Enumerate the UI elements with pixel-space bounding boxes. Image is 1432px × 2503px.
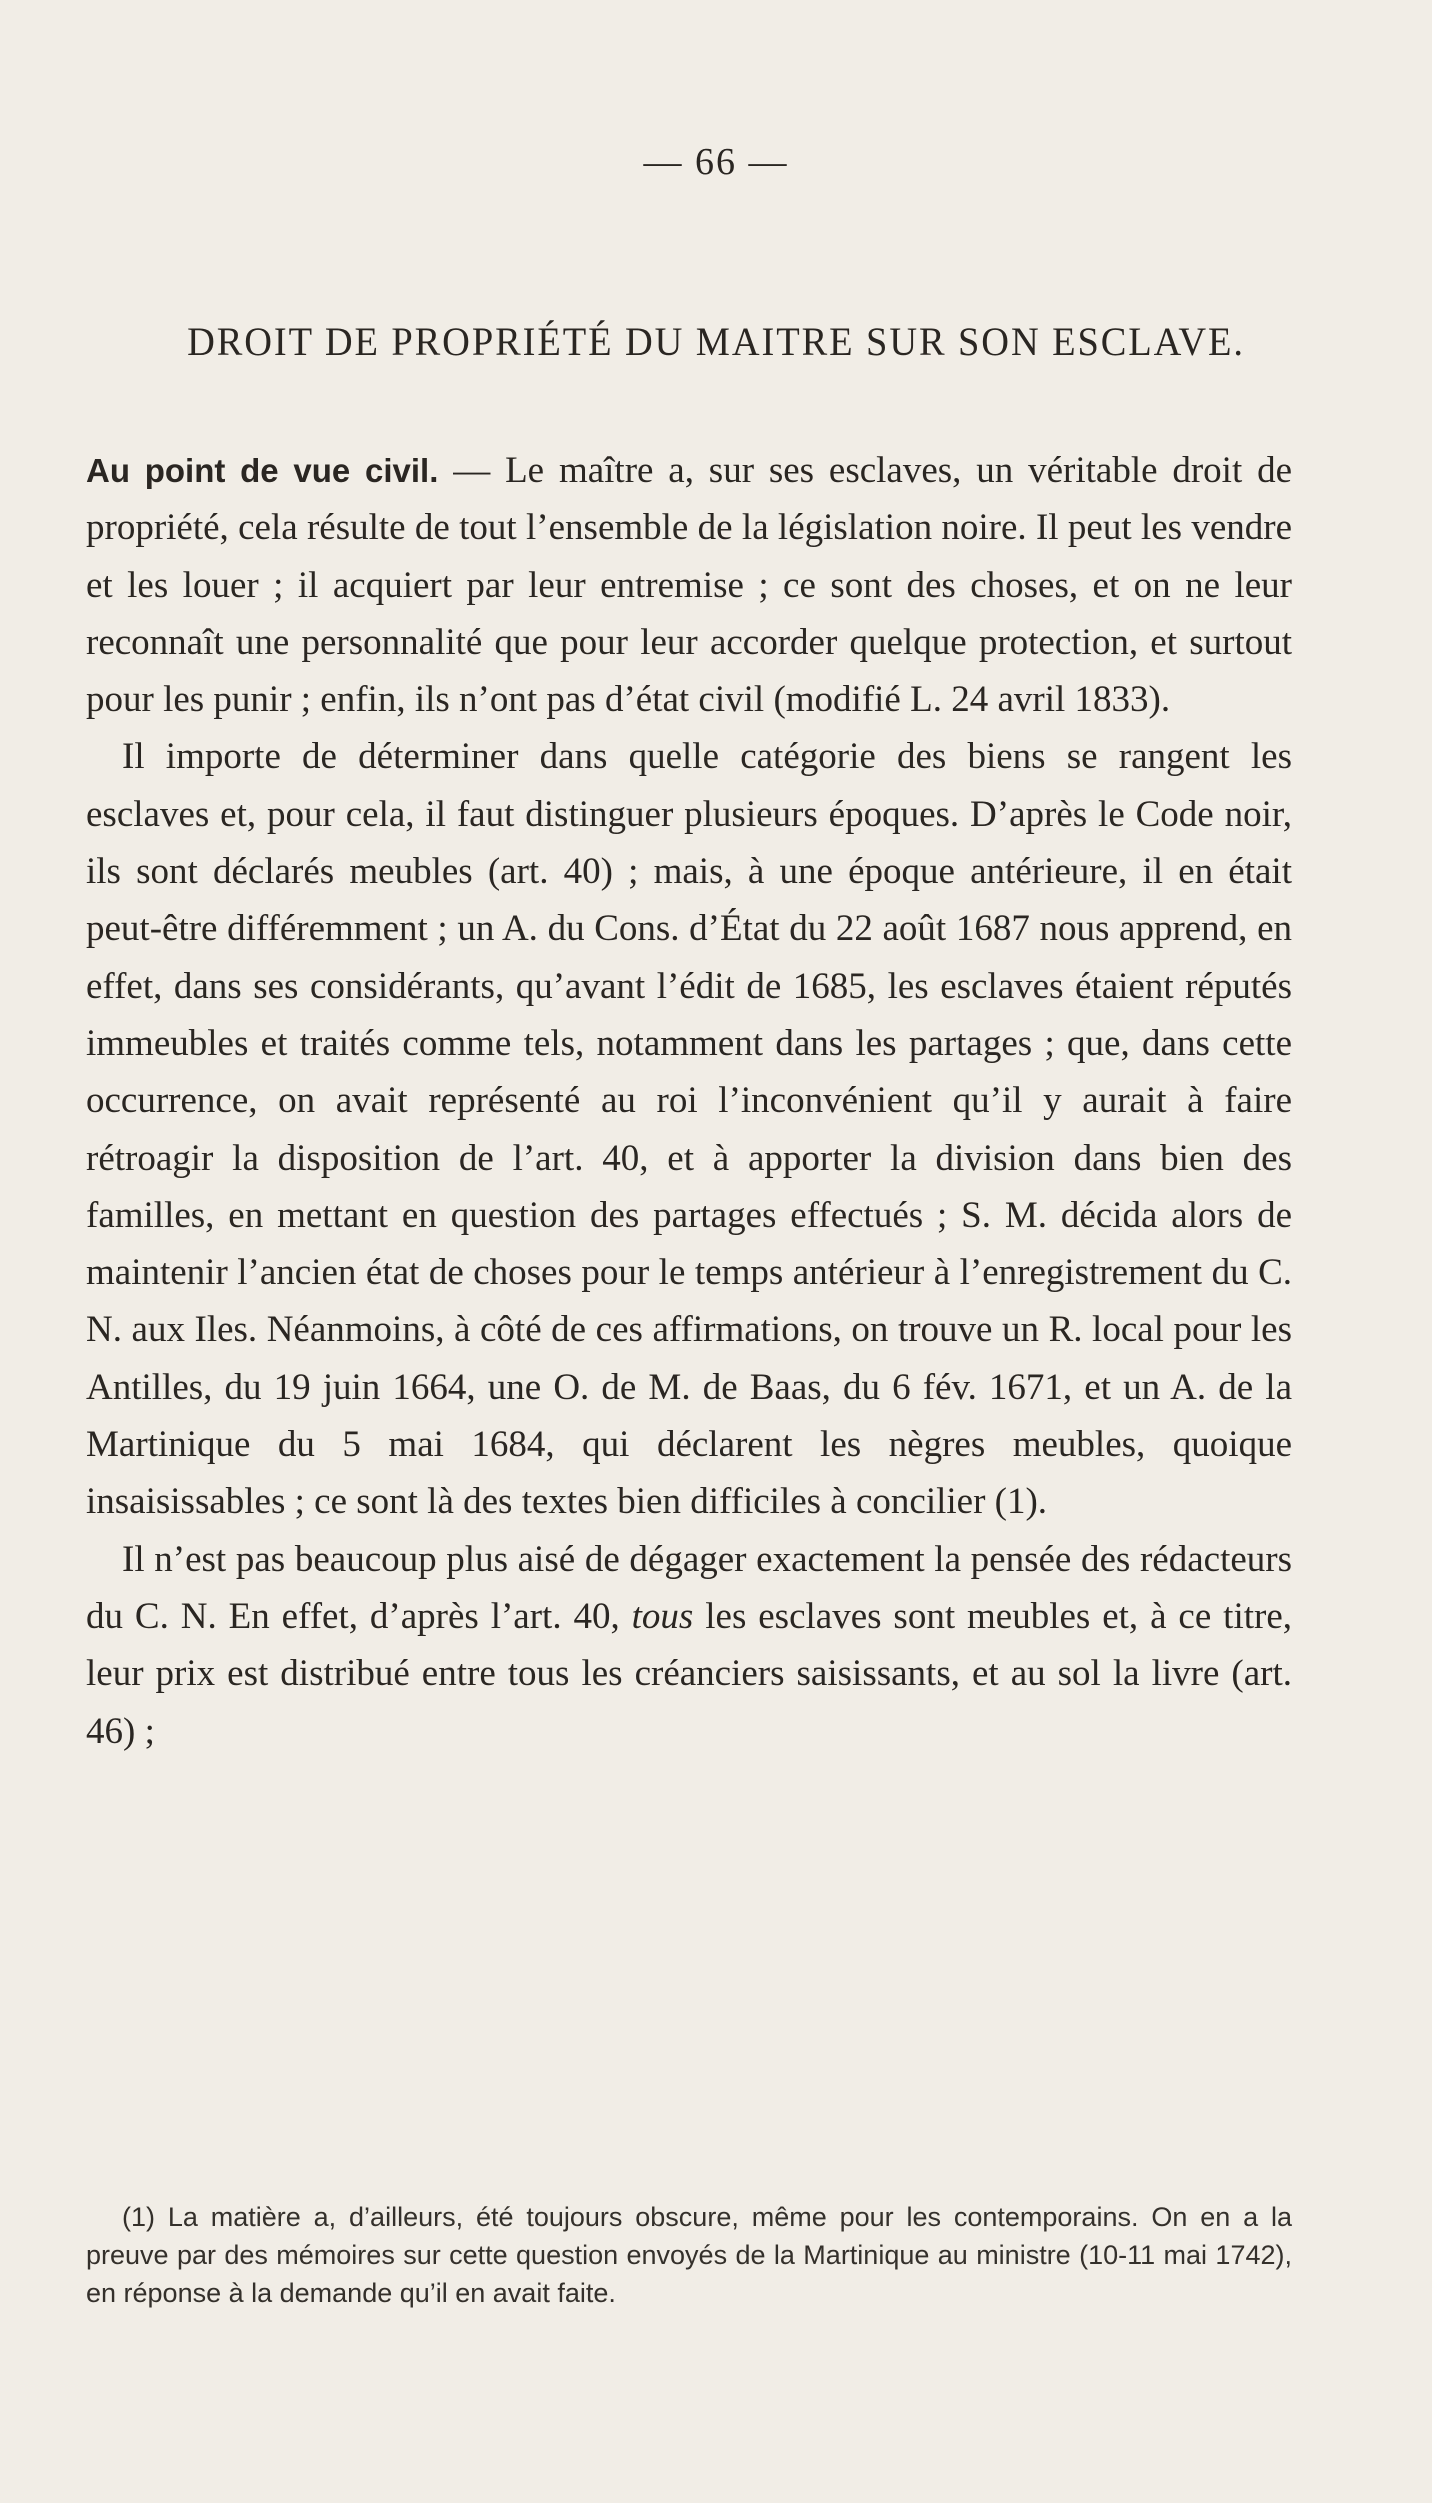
section-title: DROIT DE PROPRIÉTÉ DU MAITRE SUR SON ESCLAVE. bbox=[187, 319, 1245, 364]
paragraph-1-text: — Le maître a, sur ses esclaves, un véritable droit de propriété, cela résulte de tout l’ensemble de la législation noire. Il peut les vendre et les louer ; il acquiert par leur entremise ; ce sont des choses, et on ne leur reconnaît une personnalité que pour leur accorder quelque protection, et surtout pour les punir ; enfin, ils n’ont pas d’état civil (modifié L. 24 avril 1833). bbox=[86, 450, 1292, 721]
paragraph-2: Il importe de déterminer dans quelle catégorie des biens se rangent les esclaves et, pour cela, il faut distinguer plusieurs époques. D’après le Code noir, ils sont déclarés meubles (art. 40) ; mais, à une époque antérieure, il en était peut-être différemment ; un A. du Cons. d’État du 22 août 1687 nous apprend, en effet, dans ses considérants, qu’avant l’édit de 1685, les esclaves étaient réputés immeubles et traités comme tels, notamment dans les partages ; que, dans cette occurrence, on avait représenté au roi l’inconvénient qu’il y aurait à faire rétroagir la disposition de l’art. 40, et à apporter la division dans bien des familles, en mettant en question des partages effectués ; S. M. décida alors de maintenir l’ancien état de choses pour le temps antérieur à l’enregistrement du C. N. aux Iles. Néanmoins, à côté de ces affirmations, on trouve un R. local pour les Antilles, du 19 juin 1664, une O. de M. de Baas, du 6 fév. 1671, et un A. de la Martinique du 5 mai 1684, qui déclarent les nègres meubles, quoique insaisissables ; ce sont là des textes bien difficiles à concilier (1). bbox=[86, 736, 1292, 1523]
paragraph-1 bbox=[86, 442, 1292, 728]
body-text bbox=[86, 442, 1292, 1760]
footnote bbox=[86, 2198, 1292, 2312]
paragraph-3-text-after: les esclaves sont meubles et, à ce titre, leur prix est distribué entre tous les créanciers saisissants, et au sol la livre (art. 46) ; bbox=[86, 1595, 1293, 1752]
footnote-text: (1) La matière a, d’ailleurs, été toujours obscure, même pour les contemporains. On en a la preuve par des mémoires sur cette question envoyés de la Martinique au ministre (10-11 mai 1742), en réponse à la demande qu’il en avait faite. bbox=[86, 2202, 1292, 2308]
paragraph-3-text-before: Il n’est pas beaucoup plus aisé de dégager exactement la pensée des rédacteurs du C. N. En effet, d’après l’art. 40, bbox=[86, 1538, 1292, 1637]
paragraph-lead: Au point de vue civil. bbox=[86, 452, 439, 489]
page-number: — 66 — bbox=[643, 141, 789, 183]
paragraph-3 bbox=[86, 1531, 1292, 1760]
paragraph-3-italic: tous bbox=[631, 1595, 694, 1637]
